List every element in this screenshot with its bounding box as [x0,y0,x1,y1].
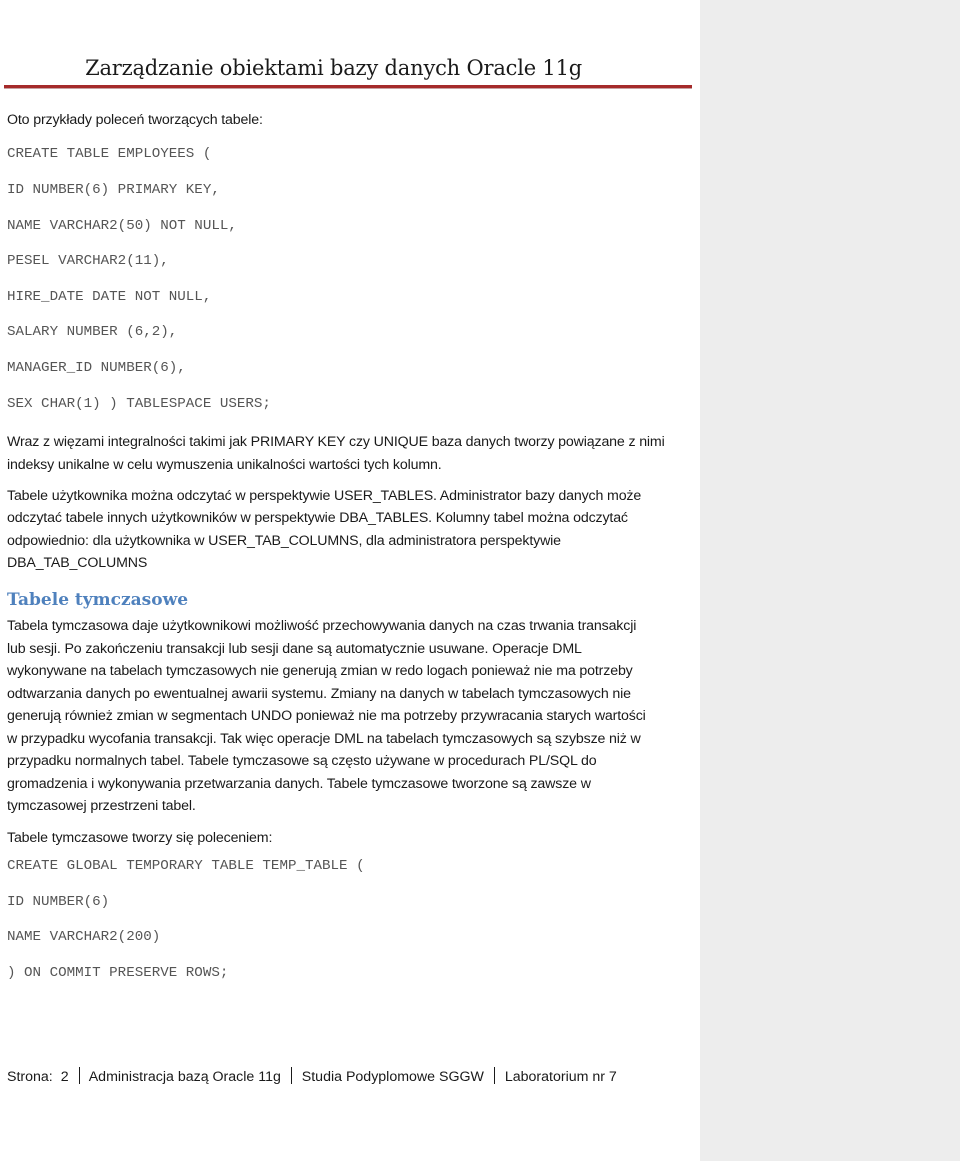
code-line: MANAGER_ID NUMBER(6), [7,360,186,376]
page-header-title: Zarządzanie obiektami bazy danych Oracle 11g [85,56,582,80]
code-line: SALARY NUMBER (6,2), [7,324,178,340]
paragraph-line: lub sesji. Po zakończeniu transakcji lub sesji dane są automatycznie usuwane. Operacje DML [7,641,582,657]
header-divider [4,85,692,89]
intro-text: Oto przykłady poleceń tworzących tabele: [7,112,263,128]
footer-course: Administracja bazą Oracle 11g [88,1069,281,1085]
section-heading: Tabele tymczasowe [7,590,189,610]
footer-separator [494,1067,495,1084]
paragraph-line: odpowiednio: dla użytkownika w USER_TAB_COLUMNS, dla administratora perspektywie [7,533,561,549]
code-line: ID NUMBER(6) [7,894,110,910]
footer-school: Studia Podyplomowe SGGW [301,1069,484,1085]
paragraph-line: Wraz z więzami integralności takimi jak PRIMARY KEY czy UNIQUE baza danych tworzy powiązane z nimi [7,434,665,450]
code-line: ) ON COMMIT PRESERVE ROWS; [7,965,229,981]
footer-page-number: 2 [60,1069,69,1085]
paragraph-line: wykonywane na tabelach tymczasowych nie generują zmian w redo logach ponieważ nie ma potrzeby [7,663,633,679]
code-line: SEX CHAR(1) ) TABLESPACE USERS; [7,396,271,412]
footer-lab: Laboratorium nr 7 [504,1069,617,1085]
footer-separator [79,1067,80,1084]
footer-separator [291,1067,292,1084]
paragraph-line: Tabele użytkownika można odczytać w perspektywie USER_TABLES. Administrator bazy danych może [7,488,642,504]
paragraph-line: Tabela tymczasowa daje użytkownikowi możliwość przechowywania danych na czas trwania transakcji [7,618,637,634]
paragraph-line: odczytać tabele innych użytkowników w perspektywie DBA_TABLES. Kolumny tabel można odczytać [7,510,628,526]
paragraph-line: tymczasowej przestrzeni tabel. [7,798,196,814]
code-line: CREATE GLOBAL TEMPORARY TABLE TEMP_TABLE ( [7,858,365,874]
paragraph-line: odtwarzania danych po ewentualnej awarii systemu. Zmiany na danych w tabelach tymczasowych nie [7,686,631,702]
comment-margin-pane [700,0,960,1161]
paragraph-line: przypadku normalnych tabel. Tabele tymczasowe są często używane w procedurach PL/SQL do [7,753,597,769]
code-line: NAME VARCHAR2(50) NOT NULL, [7,218,237,234]
paragraph-line: indeksy unikalne w celu wymuszenia unikalności wartości tych kolumn. [7,457,442,473]
code-line: NAME VARCHAR2(200) [7,929,161,945]
paragraph-line: w przypadku wycofania transakcji. Tak więc operacje DML na tabelach tymczasowych są szybsze niż w [7,731,641,747]
code-line: ID NUMBER(6) PRIMARY KEY, [7,182,220,198]
code-line: PESEL VARCHAR2(11), [7,253,169,269]
temp-intro-text: Tabele tymczasowe tworzy się poleceniem: [7,830,273,846]
footer-page-label: Strona: [7,1069,53,1085]
page-footer [7,1067,617,1085]
code-line: HIRE_DATE DATE NOT NULL, [7,289,212,305]
paragraph-line: generują również zmian w segmentach UNDO ponieważ nie ma potrzeby przywracania starych wartości [7,708,646,724]
paragraph-line: gromadzenia i wykonywania przetwarzania danych. Tabele tymczasowe tworzone są zawsze w [7,776,591,792]
code-line: CREATE TABLE EMPLOYEES ( [7,146,212,162]
paragraph-line: DBA_TAB_COLUMNS [7,555,148,571]
